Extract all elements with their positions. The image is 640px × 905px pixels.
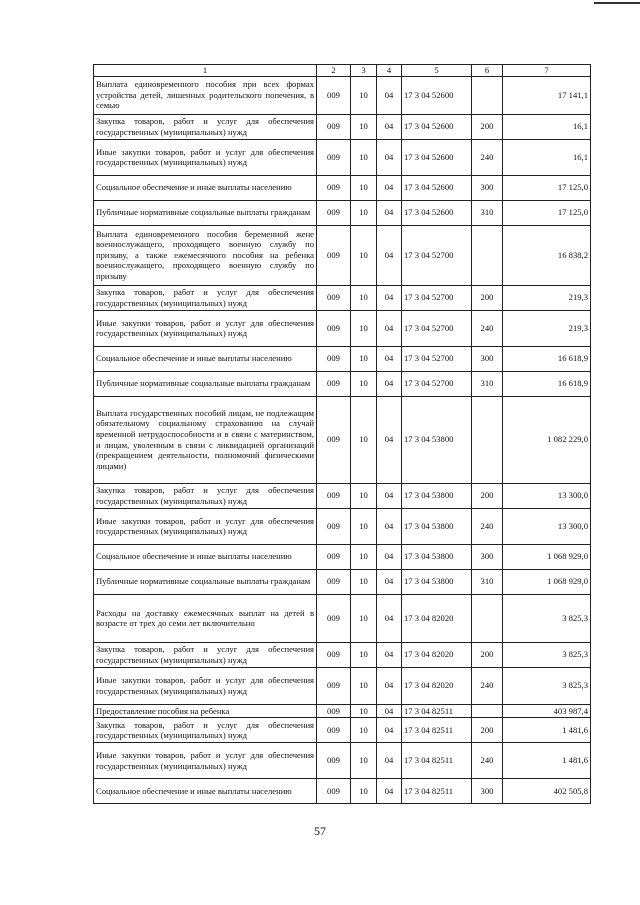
row-ved: 009 [317, 718, 351, 743]
row-ved: 009 [317, 139, 351, 175]
row-rz: 10 [351, 704, 377, 718]
header-col-7: 7 [503, 65, 591, 77]
row-name: Социальное обеспечение и иные выплаты населению [94, 175, 317, 200]
row-rz: 10 [351, 594, 377, 642]
row-pr: 04 [377, 483, 402, 508]
table-row [94, 569, 591, 594]
corner-rule [594, 2, 640, 4]
table-row [94, 642, 591, 667]
row-vr: 240 [472, 310, 503, 346]
header-col-5: 5 [402, 65, 472, 77]
row-vr: 300 [472, 175, 503, 200]
row-vr: 200 [472, 718, 503, 743]
row-sum: 3 825,3 [503, 594, 591, 642]
row-sum: 17 141,1 [503, 76, 591, 114]
row-sum: 1 481,6 [503, 743, 591, 779]
row-pr: 04 [377, 285, 402, 310]
row-pr: 04 [377, 175, 402, 200]
row-pr: 04 [377, 396, 402, 483]
row-pr: 04 [377, 139, 402, 175]
row-vr: 240 [472, 508, 503, 544]
row-pr: 04 [377, 508, 402, 544]
row-csr: 17 3 04 82511 [402, 779, 472, 804]
row-csr: 17 3 04 82020 [402, 642, 472, 667]
row-rz: 10 [351, 346, 377, 371]
row-rz: 10 [351, 285, 377, 310]
row-csr: 17 3 04 52700 [402, 225, 472, 285]
row-sum: 1 481,6 [503, 718, 591, 743]
row-name: Расходы на доставку ежемесячных выплат на детей в возрасте от трех до семи лет включительно [94, 594, 317, 642]
table-row [94, 225, 591, 285]
table-row [94, 779, 591, 804]
table-row [94, 544, 591, 569]
row-rz: 10 [351, 483, 377, 508]
row-name: Иные закупки товаров, работ и услуг для обеспечения государственных (муниципальных) нужд [94, 667, 317, 704]
table-row [94, 139, 591, 175]
row-ved: 009 [317, 285, 351, 310]
row-sum: 1 068 929,0 [503, 569, 591, 594]
row-name: Закупка товаров, работ и услуг для обеспечения государственных (муниципальных) нужд [94, 114, 317, 139]
row-ved: 009 [317, 200, 351, 225]
row-csr: 17 3 04 52600 [402, 114, 472, 139]
row-rz: 10 [351, 76, 377, 114]
header-col-1: 1 [94, 65, 317, 77]
row-ved: 009 [317, 642, 351, 667]
row-sum: 219,3 [503, 310, 591, 346]
row-vr: 300 [472, 779, 503, 804]
row-csr: 17 3 04 52600 [402, 175, 472, 200]
row-ved: 009 [317, 310, 351, 346]
row-vr: 310 [472, 569, 503, 594]
row-csr: 17 3 04 52700 [402, 310, 472, 346]
table-row [94, 310, 591, 346]
row-sum: 3 825,3 [503, 642, 591, 667]
row-vr: 240 [472, 743, 503, 779]
row-ved: 009 [317, 704, 351, 718]
row-pr: 04 [377, 76, 402, 114]
row-csr: 17 3 04 53800 [402, 483, 472, 508]
row-csr: 17 3 04 53800 [402, 396, 472, 483]
table-row [94, 371, 591, 396]
row-name: Иные закупки товаров, работ и услуг для обеспечения государственных (муниципальных) нужд [94, 743, 317, 779]
row-pr: 04 [377, 642, 402, 667]
row-csr: 17 3 04 53800 [402, 508, 472, 544]
row-sum: 403 987,4 [503, 704, 591, 718]
row-sum: 3 825,3 [503, 667, 591, 704]
row-csr: 17 3 04 52600 [402, 139, 472, 175]
row-pr: 04 [377, 594, 402, 642]
row-vr: 300 [472, 346, 503, 371]
row-name: Публичные нормативные социальные выплаты гражданам [94, 200, 317, 225]
header-col-4: 4 [377, 65, 402, 77]
table-row [94, 285, 591, 310]
table-row [94, 718, 591, 743]
row-vr [472, 594, 503, 642]
row-pr: 04 [377, 779, 402, 804]
row-sum: 1 082 229,0 [503, 396, 591, 483]
row-ved: 009 [317, 594, 351, 642]
row-sum: 219,3 [503, 285, 591, 310]
row-vr: 240 [472, 139, 503, 175]
row-sum: 1 068 929,0 [503, 544, 591, 569]
row-rz: 10 [351, 139, 377, 175]
row-sum: 16 618,9 [503, 371, 591, 396]
row-pr: 04 [377, 225, 402, 285]
row-rz: 10 [351, 718, 377, 743]
row-rz: 10 [351, 779, 377, 804]
budget-table [93, 64, 591, 804]
row-sum: 16,1 [503, 139, 591, 175]
header-row [94, 65, 591, 77]
table-row [94, 704, 591, 718]
row-name: Выплата единовременного пособия беременной жене военнослужащего, проходящего военную службу по призыву, а также ежемесячного пособия на ребенка военнослужащего, проходящего военную службу по призыву [94, 225, 317, 285]
row-csr: 17 3 04 82020 [402, 594, 472, 642]
row-pr: 04 [377, 718, 402, 743]
row-vr: 240 [472, 667, 503, 704]
row-name: Закупка товаров, работ и услуг для обеспечения государственных (муниципальных) нужд [94, 718, 317, 743]
row-ved: 009 [317, 114, 351, 139]
row-name: Предоставление пособия на ребенка [94, 704, 317, 718]
row-rz: 10 [351, 569, 377, 594]
row-vr [472, 76, 503, 114]
row-pr: 04 [377, 310, 402, 346]
row-vr: 200 [472, 114, 503, 139]
row-pr: 04 [377, 200, 402, 225]
row-rz: 10 [351, 667, 377, 704]
row-sum: 17 125,0 [503, 175, 591, 200]
row-rz: 10 [351, 310, 377, 346]
row-csr: 17 3 04 82511 [402, 704, 472, 718]
header-col-6: 6 [472, 65, 503, 77]
row-vr: 200 [472, 642, 503, 667]
row-vr: 200 [472, 483, 503, 508]
row-pr: 04 [377, 544, 402, 569]
row-ved: 009 [317, 508, 351, 544]
row-sum: 16 838,2 [503, 225, 591, 285]
table-row [94, 743, 591, 779]
row-vr: 310 [472, 371, 503, 396]
row-sum: 402 505,8 [503, 779, 591, 804]
row-name: Иные закупки товаров, работ и услуг для обеспечения государственных (муниципальных) нужд [94, 139, 317, 175]
row-ved: 009 [317, 76, 351, 114]
row-name: Иные закупки товаров, работ и услуг для обеспечения государственных (муниципальных) нужд [94, 508, 317, 544]
table-row [94, 508, 591, 544]
table-row [94, 200, 591, 225]
row-ved: 009 [317, 175, 351, 200]
row-csr: 17 3 04 52700 [402, 371, 472, 396]
row-csr: 17 3 04 82020 [402, 667, 472, 704]
row-rz: 10 [351, 743, 377, 779]
row-name: Закупка товаров, работ и услуг для обеспечения государственных (муниципальных) нужд [94, 642, 317, 667]
row-pr: 04 [377, 743, 402, 779]
row-sum: 16,1 [503, 114, 591, 139]
row-vr: 200 [472, 285, 503, 310]
row-rz: 10 [351, 371, 377, 396]
table-row [94, 175, 591, 200]
row-csr: 17 3 04 52600 [402, 200, 472, 225]
row-vr [472, 225, 503, 285]
row-pr: 04 [377, 704, 402, 718]
row-name: Закупка товаров, работ и услуг для обеспечения государственных (муниципальных) нужд [94, 483, 317, 508]
row-pr: 04 [377, 371, 402, 396]
row-ved: 009 [317, 667, 351, 704]
row-vr: 300 [472, 544, 503, 569]
row-sum: 16 618,9 [503, 346, 591, 371]
row-name: Социальное обеспечение и иные выплаты населению [94, 544, 317, 569]
row-vr [472, 396, 503, 483]
row-pr: 04 [377, 667, 402, 704]
row-name: Закупка товаров, работ и услуг для обеспечения государственных (муниципальных) нужд [94, 285, 317, 310]
row-csr: 17 3 04 53800 [402, 569, 472, 594]
row-rz: 10 [351, 114, 377, 139]
row-ved: 009 [317, 225, 351, 285]
row-rz: 10 [351, 396, 377, 483]
table-row [94, 114, 591, 139]
row-pr: 04 [377, 569, 402, 594]
table-row [94, 396, 591, 483]
table-row [94, 667, 591, 704]
row-ved: 009 [317, 396, 351, 483]
row-ved: 009 [317, 544, 351, 569]
row-csr: 17 3 04 52700 [402, 285, 472, 310]
table-row [94, 346, 591, 371]
header-col-3: 3 [351, 65, 377, 77]
row-rz: 10 [351, 175, 377, 200]
row-ved: 009 [317, 483, 351, 508]
row-csr: 17 3 04 52600 [402, 76, 472, 114]
row-name: Социальное обеспечение и иные выплаты населению [94, 779, 317, 804]
row-csr: 17 3 04 82511 [402, 743, 472, 779]
row-ved: 009 [317, 779, 351, 804]
row-sum: 13 300,0 [503, 508, 591, 544]
row-name: Социальное обеспечение и иные выплаты населению [94, 346, 317, 371]
row-vr [472, 704, 503, 718]
table-row [94, 76, 591, 114]
row-sum: 17 125,0 [503, 200, 591, 225]
page-number: 57 [314, 824, 326, 838]
table-row [94, 483, 591, 508]
row-rz: 10 [351, 544, 377, 569]
row-sum: 13 300,0 [503, 483, 591, 508]
row-ved: 009 [317, 743, 351, 779]
row-csr: 17 3 04 82511 [402, 718, 472, 743]
row-name: Выплата единовременного пособия при всех формах устройства детей, лишенных родительского попечения, в семью [94, 76, 317, 114]
row-rz: 10 [351, 508, 377, 544]
row-rz: 10 [351, 200, 377, 225]
header-col-2: 2 [317, 65, 351, 77]
row-vr: 310 [472, 200, 503, 225]
row-ved: 009 [317, 371, 351, 396]
row-ved: 009 [317, 569, 351, 594]
row-name: Публичные нормативные социальные выплаты гражданам [94, 569, 317, 594]
row-pr: 04 [377, 346, 402, 371]
row-ved: 009 [317, 346, 351, 371]
row-name: Выплата государственных пособий лицам, не подлежащим обязательному социальному страхованию на случай временной нетрудоспособности и в связи с материнством, и лицам, уволенным в связи с ликвидацией организаций (прекращением деятельности, полномочий физическими лицами) [94, 396, 317, 483]
row-csr: 17 3 04 52700 [402, 346, 472, 371]
row-rz: 10 [351, 642, 377, 667]
row-name: Иные закупки товаров, работ и услуг для обеспечения государственных (муниципальных) нужд [94, 310, 317, 346]
table-row [94, 594, 591, 642]
row-name: Публичные нормативные социальные выплаты гражданам [94, 371, 317, 396]
row-pr: 04 [377, 114, 402, 139]
row-csr: 17 3 04 53800 [402, 544, 472, 569]
row-rz: 10 [351, 225, 377, 285]
